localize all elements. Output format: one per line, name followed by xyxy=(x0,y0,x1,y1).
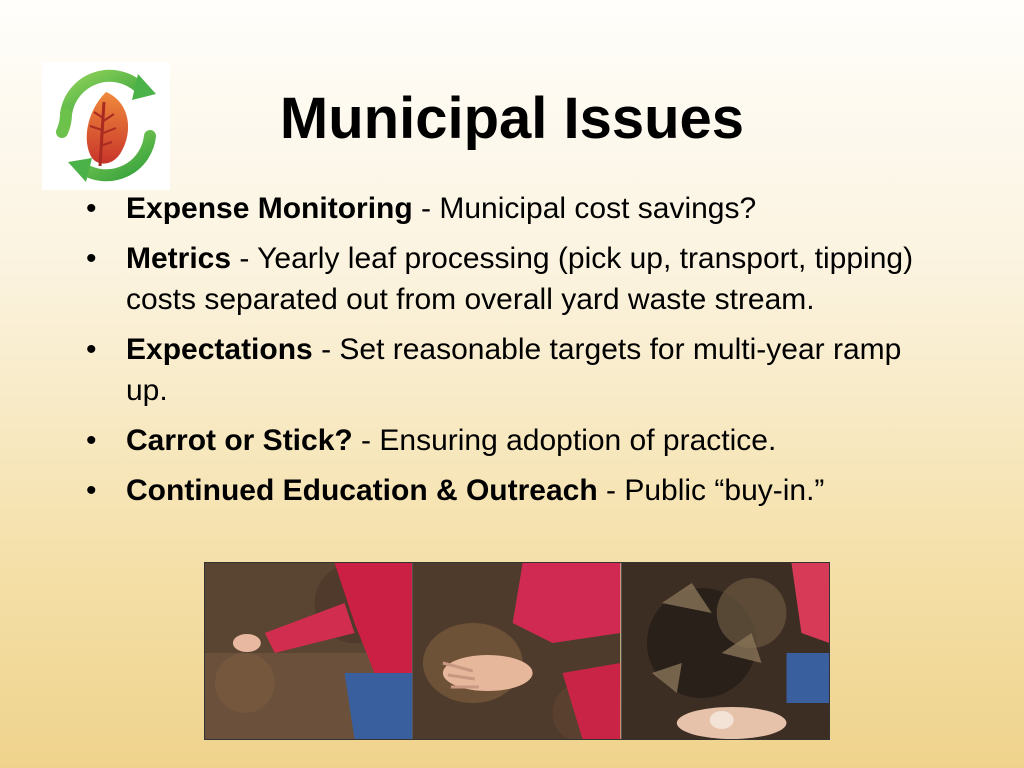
photo-strip xyxy=(204,562,830,740)
slide-title: Municipal Issues xyxy=(279,86,745,151)
bullet-heading: Metrics xyxy=(126,242,232,275)
bullet-marker: • xyxy=(86,192,97,225)
bullet-heading: Carrot or Stick? xyxy=(126,424,353,457)
bullet-item xyxy=(84,329,944,411)
photo-leaf-mulch-2 xyxy=(413,563,621,739)
bullet-text: - Public “buy-in.” xyxy=(597,474,825,507)
bullet-marker: • xyxy=(86,242,97,275)
bullet-text: - Municipal cost savings? xyxy=(412,192,757,225)
bullet-marker: • xyxy=(86,333,97,366)
bullet-marker: • xyxy=(86,424,97,457)
bullet-heading: Expense Monitoring xyxy=(126,192,413,225)
bullet-text: - Yearly leaf processing (pick up, transport, tipping) costs separated out from overall yard waste stream. xyxy=(126,242,914,316)
bullet-text: - Set reasonable targets for multi-year ramp up. xyxy=(126,333,902,407)
bullet-item xyxy=(84,188,944,229)
bullet-item xyxy=(84,420,944,461)
bullet-list xyxy=(84,188,944,520)
photo-leaf-mulch-3 xyxy=(622,563,829,739)
bullet-heading: Expectations xyxy=(126,333,313,366)
bullet-text: - Ensuring adoption of practice. xyxy=(352,424,777,457)
bullet-heading: Continued Education & Outreach xyxy=(126,474,598,507)
bullet-item xyxy=(84,470,944,511)
bullet-item xyxy=(84,238,944,320)
photo-leaf-mulch-1 xyxy=(205,563,413,739)
bullet-marker: • xyxy=(86,474,97,507)
